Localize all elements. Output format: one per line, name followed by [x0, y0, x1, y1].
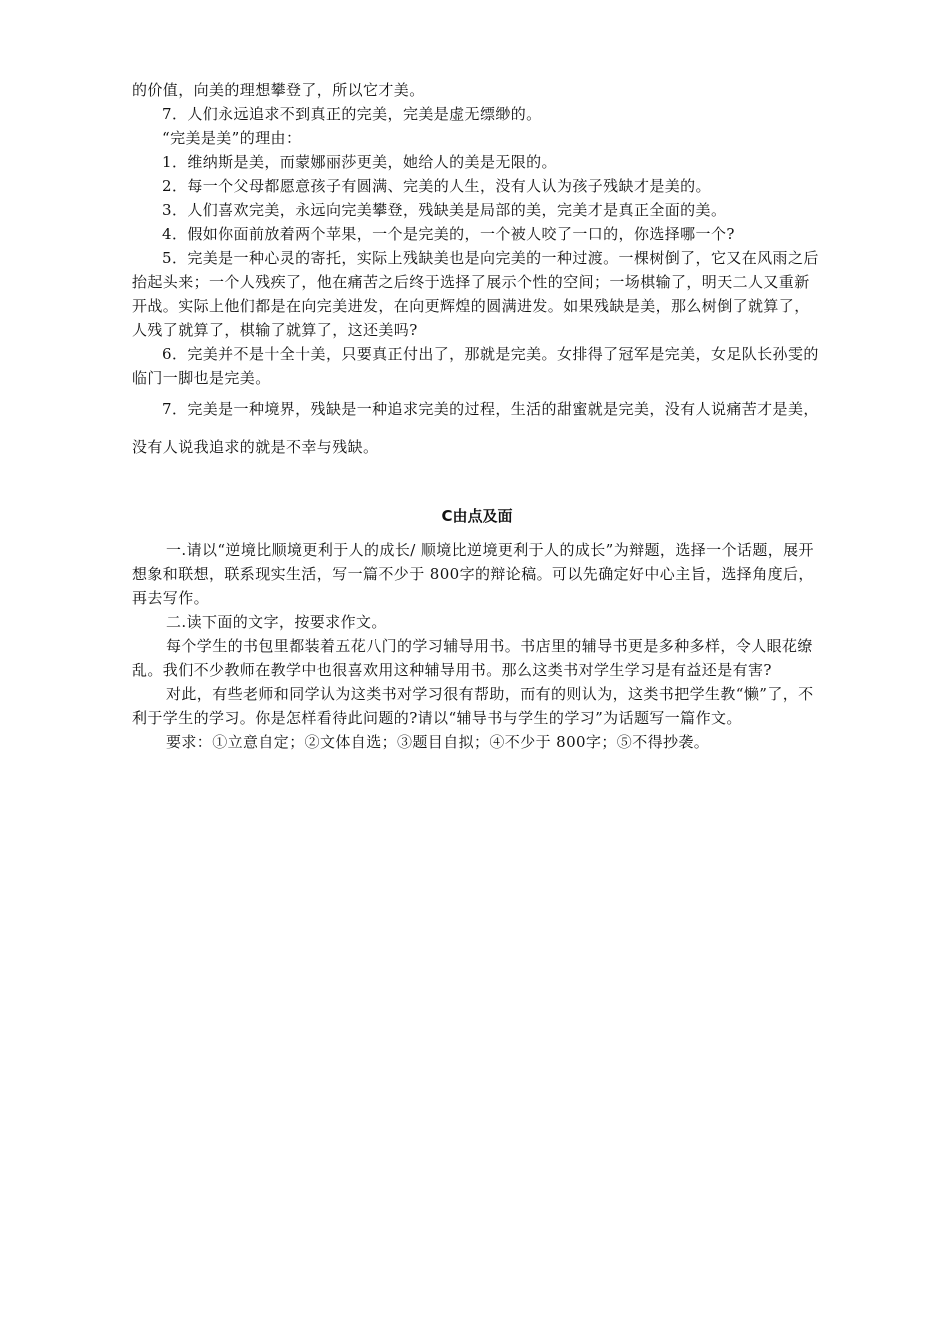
reason-7: 7．完美是一种境界，残缺是一种追求完美的过程，生活的甜蜜就是完美，没有人说痛苦才是美，没有人说我追求的就是不幸与残缺。 — [132, 400, 819, 456]
task-requirements: 要求：①立意自定；②文体自选；③题目自拟；④不少于 800字；⑤不得抄袭。 — [166, 733, 710, 751]
perfect-reasons-title: “完美是美”的理由： — [162, 129, 302, 147]
task-2-title: 二.读下面的文字，按要求作文。 — [166, 613, 387, 631]
reason-6: 6．完美并不是十全十美，只要真正付出了，那就是完美。女排得了冠军是完美，女足队长孙雯的临门一脚也是完美。 — [132, 345, 819, 387]
task-2-paragraph-1: 每个学生的书包里都装着五花八门的学习辅导用书。书店里的辅导书更是多种多样，令人眼花缭乱。我们不少教师在教学中也很喜欢用这种辅导用书。那么这类书对学生学习是有益还是有害? — [132, 637, 813, 679]
paragraph-point-7-imperfect: 7．人们永远追求不到真正的完美，完美是虚无缥缈的。 — [162, 105, 542, 123]
document-page — [132, 78, 822, 754]
task-1: 一.请以“逆境比顺境更利于人的成长/ 顺境比逆境更利于人的成长”为辩题，选择一个话题，展开想象和联想，联系现实生活，写一篇不少于 800字的辩论稿。可以先确定好中心主旨，选择角度后，再去写作。 — [132, 541, 814, 607]
section-c-heading: C由点及面 — [441, 507, 513, 525]
reason-1: 1．维纳斯是美，而蒙娜丽莎更美，她给人的美是无限的。 — [162, 153, 557, 171]
reason-5: 5．完美是一种心灵的寄托，实际上残缺美也是向完美的一种过渡。一棵树倒了，它又在风雨之后抬起头来；一个人残疾了，他在痛苦之后终于选择了展示个性的空间；一场棋输了，明天二人又重新开战。实际上他们都是在向完美进发，在向更辉煌的圆满进发。如果残缺是美，那么树倒了就算了，人残了就算了，棋输了就算了，这还美吗? — [132, 249, 819, 339]
paragraph-continuation: 的价值，向美的理想攀登了，所以它才美。 — [132, 81, 425, 99]
task-2-paragraph-2: 对此，有些老师和同学认为这类书对学习很有帮助，而有的则认为，这类书把学生教“懒”了，不利于学生的学习。你是怎样看待此问题的?请以“辅导书与学生的学习”为话题写一篇作文。 — [132, 685, 814, 727]
reason-4: 4．假如你面前放着两个苹果，一个是完美的，一个被人咬了一口的，你选择哪一个? — [162, 225, 735, 243]
reason-3: 3．人们喜欢完美，永远向完美攀登，残缺美是局部的美，完美才是真正全面的美。 — [162, 201, 727, 219]
reason-2: 2．每一个父母都愿意孩子有圆满、完美的人生，没有人认为孩子残缺才是美的。 — [162, 177, 711, 195]
